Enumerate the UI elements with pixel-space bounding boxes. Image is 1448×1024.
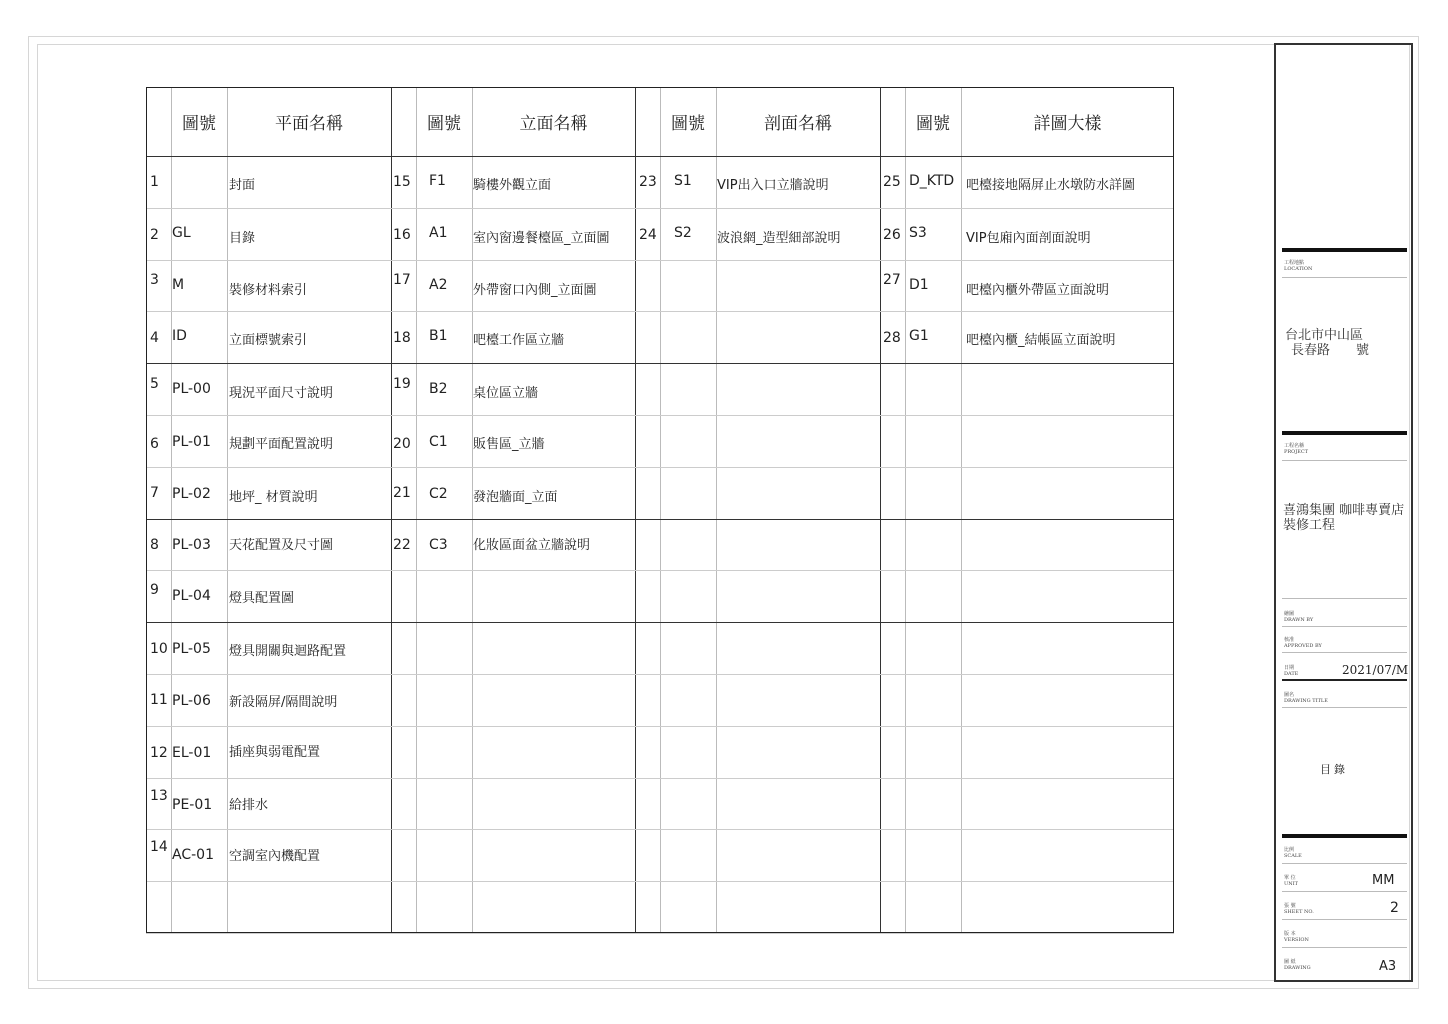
title-block-rule	[1282, 947, 1407, 948]
elevation-drawing-name: 化妝區面盆立牆說明	[473, 537, 591, 553]
header-section-number: 圖號	[671, 114, 705, 134]
plan-drawing-code: PL-02	[172, 485, 211, 502]
plan-drawing-name: 地坪_ 材質說明	[229, 489, 318, 505]
paper-size-value: A3	[1379, 959, 1397, 974]
header-plan-number: 圖號	[182, 114, 216, 134]
detail-sheet-number: 28	[883, 330, 901, 347]
title-block-divider	[1282, 834, 1407, 838]
plan-drawing-name: 空調室內機配置	[229, 849, 321, 865]
title-block-divider	[1282, 431, 1407, 435]
elevation-drawing-code: B2	[429, 381, 448, 398]
title-block-rule	[1282, 460, 1407, 461]
detail-sheet-number: 27	[883, 271, 901, 288]
paper-size-label: 圖 紙 DRAWING	[1284, 959, 1311, 971]
sheet-number-label: 張 號 SHEET NO.	[1284, 903, 1314, 915]
sheet-number-value: 2	[1390, 900, 1399, 916]
elevation-sheet-number: 21	[393, 484, 411, 501]
plan-drawing-name: 插座與弱電配置	[229, 744, 321, 760]
plan-drawing-name: 燈具開關與迴路配置	[229, 644, 347, 660]
title-block-rule	[1282, 863, 1407, 864]
plan-drawing-code: GL	[172, 224, 191, 241]
plan-drawing-name: 立面標號索引	[229, 333, 308, 349]
plan-drawing-name: 新設隔屏/隔間說明	[229, 695, 338, 710]
plan-sheet-number: 9	[150, 582, 159, 599]
elevation-drawing-code: F1	[429, 173, 446, 189]
detail-drawing-name: 吧檯內櫃外帶區立面說明	[966, 282, 1110, 298]
elevation-drawing-name: 桌位區立牆	[473, 386, 539, 402]
plan-drawing-code: PL-04	[172, 588, 211, 605]
elevation-sheet-number: 15	[393, 174, 411, 190]
plan-sheet-number: 10	[150, 641, 168, 658]
plan-drawing-name: 天花配置及尺寸圖	[229, 537, 334, 553]
plan-drawing-code: PL-03	[172, 536, 211, 553]
elevation-sheet-number: 20	[393, 436, 411, 452]
plan-drawing-code: ID	[172, 328, 187, 345]
title-block-rule	[1282, 626, 1407, 627]
plan-sheet-number: 7	[150, 484, 159, 501]
elevation-drawing-code: B1	[429, 328, 448, 345]
detail-drawing-code: S3	[909, 224, 927, 241]
plan-drawing-name: 封面	[229, 178, 256, 193]
elevation-sheet-number: 19	[393, 376, 411, 393]
detail-sheet-number: 25	[883, 174, 901, 190]
title-block-rule	[1282, 919, 1407, 920]
plan-sheet-number: 5	[150, 376, 159, 393]
plan-drawing-code: PL-06	[172, 693, 211, 709]
plan-sheet-number: 11	[150, 692, 168, 708]
detail-drawing-name: 吧檯接地隔屏止水墩防水詳圖	[966, 178, 1136, 193]
date-label: 日期 DATE	[1284, 665, 1299, 677]
title-block-divider	[1282, 679, 1407, 681]
detail-sheet-number: 26	[883, 226, 901, 243]
table-row-rule	[146, 933, 1174, 934]
scale-label: 比例 SCALE	[1284, 847, 1302, 859]
detail-drawing-code: D_KTD	[909, 173, 955, 189]
title-block-rule	[1282, 707, 1407, 708]
elevation-drawing-name: 騎樓外觀立面	[473, 178, 552, 193]
elevation-drawing-code: C3	[429, 536, 448, 553]
plan-drawing-name: 給排水	[229, 797, 269, 813]
header-elevation-number: 圖號	[427, 114, 461, 134]
elevation-drawing-name: 外帶窗口內側_立面圖	[473, 282, 597, 298]
plan-drawing-code: PL-05	[172, 641, 211, 658]
drawn-by-label: 繪圖 DRAWN BY	[1284, 611, 1314, 623]
plan-drawing-name: 燈具配置圖	[229, 591, 295, 607]
header-section-name: 剖面名稱	[764, 114, 832, 134]
project-label: 工程名稱 PROJECT	[1284, 443, 1309, 455]
plan-sheet-number: 13	[150, 787, 168, 804]
title-block-divider	[1282, 248, 1407, 252]
drawing-title-value: 目錄	[1320, 763, 1348, 776]
version-label: 版 本 VERSION	[1284, 931, 1309, 943]
detail-drawing-name: 吧檯內櫃_結帳區立面說明	[966, 333, 1116, 349]
elevation-drawing-name: 室內窗邊餐檯區_立面圖	[473, 230, 610, 246]
elevation-sheet-number: 18	[393, 330, 411, 347]
plan-drawing-name: 目錄	[229, 230, 256, 246]
project-value: 喜鴻集團 咖啡專賣店 裝修工程	[1283, 503, 1405, 533]
section-sheet-number: 23	[639, 174, 657, 190]
title-block	[1274, 43, 1413, 982]
plan-drawing-name: 規劃平面配置說明	[229, 437, 334, 452]
plan-drawing-code: PE-01	[172, 796, 213, 813]
title-block-rule	[1282, 598, 1407, 599]
title-block-rule	[1282, 277, 1407, 278]
elevation-drawing-code: A1	[429, 224, 448, 241]
table-border	[146, 87, 1174, 933]
elevation-drawing-code: C1	[429, 434, 448, 450]
title-block-rule	[1282, 891, 1407, 892]
plan-drawing-code: EL-01	[172, 744, 212, 761]
plan-drawing-name: 現況平面尺寸說明	[229, 386, 334, 402]
plan-drawing-code: PL-00	[172, 381, 211, 398]
elevation-drawing-name: 販售區_立牆	[473, 437, 545, 452]
section-drawing-code: S1	[674, 173, 692, 189]
plan-drawing-code: PL-01	[172, 434, 211, 450]
plan-sheet-number: 1	[150, 174, 159, 190]
detail-drawing-name: VIP包廂內面剖面說明	[966, 230, 1091, 246]
elevation-drawing-code: A2	[429, 276, 448, 293]
elevation-sheet-number: 16	[393, 226, 411, 243]
title-block-rule	[1282, 652, 1407, 653]
plan-drawing-name: 裝修材料索引	[229, 282, 308, 298]
elevation-sheet-number: 17	[393, 271, 411, 288]
unit-label: 單 位 UNIT	[1284, 875, 1298, 887]
header-detail-name: 詳圖大樣	[1033, 114, 1102, 134]
elevation-sheet-number: 22	[393, 536, 411, 553]
plan-sheet-number: 8	[150, 536, 159, 553]
header-detail-number: 圖號	[916, 114, 950, 134]
detail-drawing-code: D1	[909, 276, 929, 293]
section-drawing-name: 波浪網_造型細部說明	[717, 230, 841, 246]
location-label: 工程地點 LOCATION	[1284, 260, 1313, 272]
approved-by-label: 核准 APPROVED BY	[1284, 637, 1322, 649]
plan-sheet-number: 3	[150, 271, 159, 288]
section-drawing-name: VIP出入口立牆說明	[717, 178, 829, 193]
plan-drawing-code: M	[172, 276, 185, 293]
section-sheet-number: 24	[639, 226, 657, 243]
section-drawing-code: S2	[674, 224, 692, 241]
drawing-index-table	[146, 87, 1174, 933]
date-value: 2021/07/M	[1342, 663, 1409, 677]
header-elevation-name: 立面名稱	[519, 114, 588, 134]
plan-sheet-number: 2	[150, 226, 159, 243]
elevation-drawing-name: 發泡牆面_立面	[473, 489, 558, 505]
plan-sheet-number: 12	[150, 744, 168, 761]
location-value: 台北市中山區 長春路 號	[1285, 328, 1370, 358]
elevation-drawing-code: C2	[429, 485, 448, 502]
elevation-drawing-name: 吧檯工作區立牆	[473, 333, 565, 349]
detail-drawing-code: G1	[909, 328, 929, 345]
plan-sheet-number: 6	[150, 436, 159, 452]
drawing-title-label: 圖名 DRAWING TITLE	[1284, 692, 1328, 704]
plan-sheet-number: 14	[150, 839, 168, 856]
plan-sheet-number: 4	[150, 330, 159, 347]
plan-drawing-code: AC-01	[172, 847, 214, 864]
header-plan-name: 平面名稱	[275, 114, 343, 134]
unit-value: MM	[1372, 873, 1395, 888]
